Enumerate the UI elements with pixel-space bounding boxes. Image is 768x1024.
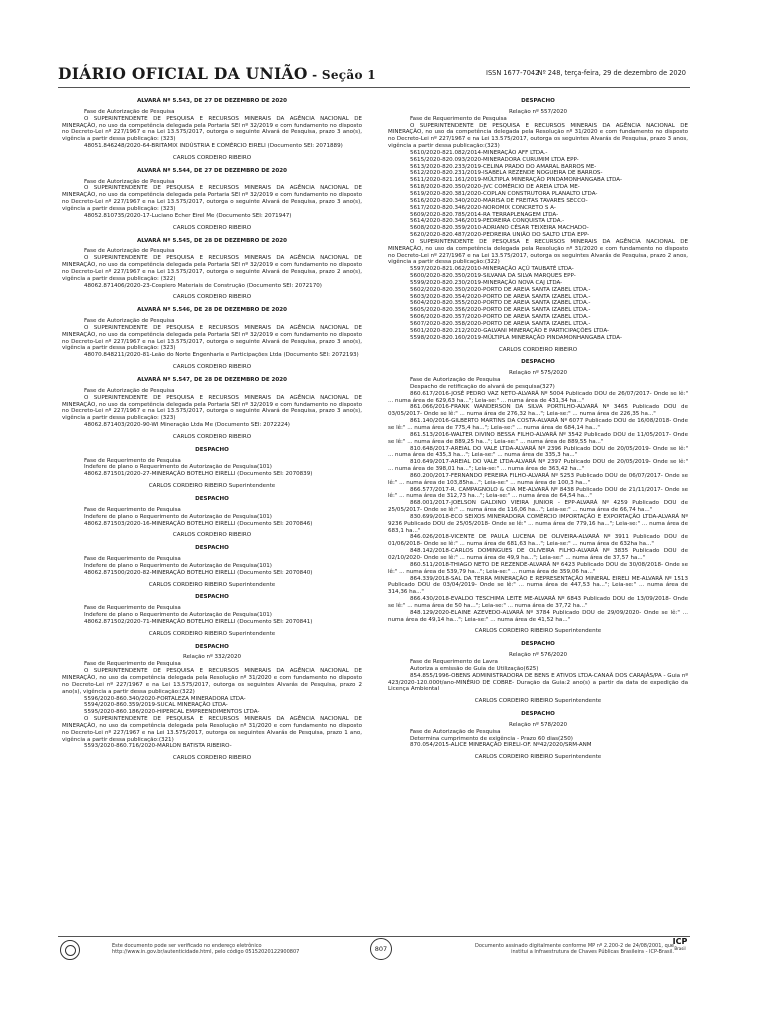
paragraph: 48052.810735/2020-17-Luciano Echer Eirel Me (Documento SEI: 2071947) xyxy=(84,212,292,219)
paragraph: Fase de Requerimento de Pesquisa xyxy=(84,661,181,668)
list-item: 5613/2020-820.233/2019-CELINA PRADO DO AMARAL BARROS ME- xyxy=(410,163,597,170)
header-rule xyxy=(58,87,690,88)
act-title: ALVARÁ Nº 5.543, DE 27 DE DEZEMBRO DE 2020 xyxy=(137,98,287,104)
paragraph: O SUPERINTENDENTE DE PESQUISA E RECURSOS MINERAIS DA AGÊNCIA NACIONAL DE MINERAÇÃO, no uso da competência delegada pela Resolução nº 31/2020 e com fundamento no disposto no Decreto-Lei nº 227/1967 e na Lei 13.575/2017, outorga os seguintes Alvarás de Pesquisa, prazo 2 ano(s), vigência a partir dessa publicação:(322) xyxy=(62,668,362,695)
paragraph: O SUPERINTENDENTE DE PESQUISA E RECURSOS MINERAIS DA AGÊNCIA NACIONAL DE MINERAÇÃO, no uso da competência delegada pela Resolução nº 31/2020 e com fundamento no disposto no Decreto-Lei nº 227/1967 e na Lei 13.575/2017, outorga os seguintes Alvarás de Pesquisa, prazo 1 ano, vigência a partir dessa publicação:(321) xyxy=(62,716,362,743)
left-column xyxy=(62,94,362,768)
list-item: 5598/2020-820.160/2019-MÚLTIPLA MINERAÇÃO PINDAMONHANGABA LTDA- xyxy=(410,334,622,341)
paragraph: Fase de Autorização de Pesquisa xyxy=(84,108,175,115)
paragraph: Fase de Autorização de Pesquisa xyxy=(84,318,175,325)
signature: CARLOS CORDEIRO RIBEIRO xyxy=(172,433,252,440)
list-item: 5602/2020-820.350/2020-PORTO DE AREIA SANTA IZABEL LTDA.- xyxy=(410,286,591,293)
act-title: DESPACHO xyxy=(195,545,229,552)
paragraph: Fase de Requerimento de Pesquisa xyxy=(84,457,181,464)
paragraph: 48062.871406/2020-23-Cospiero Materiais de Construção (Documento SEI: 2072170) xyxy=(84,282,322,289)
signature: CARLOS CORDEIRO RIBEIRO Superintendente xyxy=(474,628,602,635)
signature: CARLOS CORDEIRO RIBEIRO xyxy=(172,294,252,301)
list-item: 5605/2020-820.356/2020-PORTO DE AREIA SANTA IZABEL LTDA.- xyxy=(410,307,591,314)
paragraph: 860.617/2016-JOSÉ PEDRO VAZ NETO-ALVARÁ Nº 5004 Publicado DOU de 26/07/2017- Onde se lê:" ... numa área de 629,63 ha..."; Leia-se:" ... numa área de 431,34 ha..." xyxy=(388,390,688,404)
paragraph: 848.129/2020-ELAINE AZEVEDO-ALVARÁ Nº 3784 Publicado DOU de 29/09/2020- Onde se lê:" ... numa área de 49,14 ha..."; Leia-se:" ... numa área de 41,52 ha..." xyxy=(388,609,688,623)
paragraph: Fase de Autorização de Pesquisa xyxy=(84,248,175,255)
act-title: DESPACHO xyxy=(521,641,555,648)
paragraph: 870.054/2015-ALICE MINERAÇÃO EIRELI-OF. Nº42/2020/SRM-ANM xyxy=(410,742,592,749)
paragraph: 48062.871403/2020-90-WI Mineração Ltda Me (Documento SEI: 2072224) xyxy=(84,422,290,429)
relation-number: Relação nº 576/2020 xyxy=(508,652,568,659)
section-label: - Seção 1 xyxy=(307,68,376,82)
paragraph: 48062.871500/2020-82-MINERAÇÃO BOTELHO EIRELLI (Documento SEI: 2070840) xyxy=(84,569,313,576)
list-item: 5600/2020-820.350/2019-SILVANA DA SILVA MARQUES EPP- xyxy=(410,273,576,280)
list-item: 5597/2020-821.062/2010-MINERAÇÃO AÇÚ TAUBATÉ LTDA- xyxy=(410,266,574,273)
signature: CARLOS CORDEIRO RIBEIRO xyxy=(172,154,252,161)
signature: CARLOS CORDEIRO RIBEIRO xyxy=(172,532,252,539)
paragraph: Indefere de plano o Requerimento de Autorização de Pesquisa(101) xyxy=(84,612,272,619)
act-title: DESPACHO xyxy=(521,359,555,366)
list-item: 5612/2020-820.231/2019-ISABELA REZENDE NOGUEIRA DE BARROS- xyxy=(410,170,603,177)
paragraph: Autoriza a emissão de Guia de Utilização(625) xyxy=(410,665,539,672)
icp-brasil-logo: ICP Brasil xyxy=(672,937,688,951)
list-item: 5607/2020-820.358/2020-PORTO DE AREIA SANTA IZABEL LTDA.- xyxy=(410,321,591,327)
relation-number: Relação nº 557/2020 xyxy=(508,108,568,115)
list-item: 5601/2020-820.212/2020-GALVANI MINERAÇÃO E PARTICIPAÇÕES LTDA- xyxy=(410,327,610,334)
signature: CARLOS CORDEIRO RIBEIRO Superintendente xyxy=(148,483,276,490)
list-item: 5594/2020-860.359/2019-SUCAL MINERAÇÃO LTDA- xyxy=(84,702,228,709)
page-number: 807 xyxy=(370,938,392,960)
paragraph: 830.699/2018-ECO SEIXOS MINERADORA COMÉRCIO IMPORTAÇÃO E EXPORTAÇÃO LTDA-ALVARÁ Nº 9236 Publicado DOU de 25/05/2018- Onde se lê:" ... numa área de 779,16 ha..."; Leia-se:" ... numa área de 683,1 ha..." xyxy=(388,513,688,534)
republic-seal-icon xyxy=(60,940,80,960)
paragraph: 48062.871502/2020-71-MINERAÇÃO BOTELHO EIRELLI (Documento SEI: 2070841) xyxy=(84,618,313,625)
footer-verification-text: Este documento pode ser verificado no endereço eletrônico http://www.in.gov.br/autenticidade.html, pelo código 05152020122900807 xyxy=(112,943,300,955)
act-title: DESPACHO xyxy=(521,711,555,718)
paragraph: 861.066/2016-FRANK WANDERSON DA SILVA PORTILHO-ALVARÁ Nº 3465 Publicado DOU de 03/05/2017- Onde se lê:" ... numa área de 276,32 ha..."; Leia-se:" ... numa área de 226,35 ha..." xyxy=(388,404,688,418)
paragraph: 860.200/2017-FERNANDO PEREIRA FILHO-ALVARÁ Nº 5253 Publicado DOU de 06/07/2017- Onde se lê:" ... numa área de 103,85ha..."; Leia-se:" ... numa área de 100,3 ha..." xyxy=(388,472,688,486)
paragraph: 48062.871503/2020-16-MINERAÇÃO BOTELHO EIRELLI (Documento SEI: 2070846) xyxy=(84,520,313,527)
paragraph: 810.648/2017-AREIAL DO VALE LTDA-ALVARÁ Nº 2396 Publicado DOU de 20/05/2019- Onde se lê:" ... numa área de 435,3 ha..."; Leia-se:" ... numa área de 335,3 ha..." xyxy=(388,445,688,459)
signature: CARLOS CORDEIRO RIBEIRO xyxy=(172,364,252,371)
paragraph: 48062.871501/2020-27-MINERAÇÃO BOTELHO EIRELLI (Documento SEI: 2070839) xyxy=(84,471,313,478)
right-column xyxy=(388,94,688,767)
paragraph: 810.649/2017-AREIAL DO VALE LTDA-ALVARÁ Nº 2397 Publicado DOU de 20/05/2019- Onde se lê:" ... numa área de 398,01 ha..."; Leia-se:" ... numa área de 363,42 ha..." xyxy=(388,459,688,473)
relation-number: Relação nº 332/2020 xyxy=(182,654,242,661)
paragraph: O SUPERINTENDENTE DE PESQUISA E RECURSOS MINERAIS DA AGÊNCIA NACIONAL DE MINERAÇÃO, no uso da competência delegada pela Resolução nº 31/2020 e com fundamento no disposto no Decreto-Lei nº 227/1967 e na Lei 13.575/2017, outorga os seguintes Alvarás de Pesquisa, prazo 2 anos, vigência a partir dessa publicação:(322) xyxy=(388,238,688,266)
act-title: ALVARÁ Nº 5.546, DE 28 DE DEZEMBRO DE 2020 xyxy=(137,307,287,314)
list-item: 5618/2020-820.350/2020-JVC COMÉRCIO DE AREIA LTDA ME- xyxy=(410,184,580,191)
act-title: DESPACHO xyxy=(195,594,229,601)
list-item: 5610/2020-821.082/2014-MINERAÇÃO AFF LTDA.- xyxy=(410,149,548,156)
paragraph: 864.339/2018-SAL DA TERRA MINERAÇÃO E REPRESENTAÇÃO MINERAL EIRELI ME-ALVARÁ Nº 1513 Publicado DOU de 03/04/2019- Onde se lê:" ... numa área de 447,53 ha..."; Leia-se:" ... numa área de 314,36 ha..." xyxy=(388,575,688,596)
list-item: 5604/2020-820.355/2020-PORTO DE AREIA SANTA IZABEL LTDA.- xyxy=(410,300,591,307)
relation-number: Relação nº 575/2020 xyxy=(508,370,568,377)
paragraph: O SUPERINTENDENTE DE PESQUISA E RECURSOS MINERAIS DA AGÊNCIA NACIONAL DE MINERAÇÃO, no uso da competência delegada pela Portaria SEI nº 32/2019 e com fundamento no disposto no Decreto-Lei nº 227/1967 e na Lei 13.575/2017, outorga o seguinte Alvará de Pesquisa, prazo 3 ano(s), vigência a partir dessa publicação: (323) xyxy=(62,185,362,212)
list-item: 5620/2020-820.487/2020-PEDREIRA UNIÃO DO SALTO LTDA EPP- xyxy=(410,232,590,239)
list-item: 5606/2020-820.357/2020-PORTO DE AREIA SANTA IZABEL LTDA.- xyxy=(410,314,591,321)
act-title: DESPACHO xyxy=(195,495,229,502)
list-item: 5611/2020-821.161/2019-MÚLTIPLA MINERAÇÃO PINDAMONHANGABA LTDA- xyxy=(410,177,622,184)
act-title: ALVARÁ Nº 5.544, DE 27 DE DEZEMBRO DE 2020 xyxy=(137,167,287,174)
list-item: 5593/2020-860.716/2020-MARLON BATISTA RIBEIRO- xyxy=(84,743,232,750)
signature: CARLOS CORDEIRO RIBEIRO Superintendente xyxy=(148,630,276,637)
paragraph: Fase de Requerimento de Lavra xyxy=(410,658,498,665)
paragraph: Fase de Requerimento de Pesquisa xyxy=(84,605,181,612)
list-item: 5595/2020-860.186/2020-HIPERCAL EMPREENDIMENTOS LTDA- xyxy=(84,709,260,716)
paragraph: Fase de Autorização de Pesquisa xyxy=(410,728,501,735)
list-item: 5615/2020-820.093/2020-MINERADORA CURUMIM LTDA EPP- xyxy=(410,156,579,163)
footer-rule xyxy=(58,936,690,937)
paragraph: Determina cumprimento de exigência - Prazo 60 dias(250) xyxy=(410,735,573,742)
paragraph: 848.142/2018-CARLOS DOMINGUES DE OLIVEIRA FILHO-ALVARÁ Nº 3835 Publicado DOU de 02/10/2020- Onde se lê:" ... numa área de 49,9 ha..."; Leia-se:" ... numa área de 37,57 ha..." xyxy=(388,548,688,561)
footer-signature-text: Documento assinado digitalmente conforme MP nº 2.200-2 de 24/08/2001, que institui a Infraestrutura de Chaves Públicas Brasileira - ICP-Brasil. xyxy=(474,943,674,955)
relation-number: Relação nº 578/2020 xyxy=(508,721,568,728)
act-title: DESPACHO xyxy=(521,98,555,104)
paragraph: Despacho de retificação do alvará de pesquisa(327) xyxy=(410,383,555,390)
paragraph: Fase de Requerimento de Pesquisa xyxy=(84,506,181,513)
paragraph: Indefere de plano o Requerimento de Autorização de Pesquisa(101) xyxy=(84,464,272,471)
paragraph: 846.026/2018-VICENTE DE PAULA LUCENA DE OLIVEIRA-ALVARÁ Nº 3911 Publicado DOU de 01/06/2018- Onde se lê:" ... numa área de 681,63 ha..."; Leia-se:" ... numa área de 632ha ha..." xyxy=(388,534,688,548)
act-title: DESPACHO xyxy=(195,643,229,650)
list-item: 5608/2020-820.359/2010-ADRIANO CÉSAR TEIXEIRA MACHADO- xyxy=(410,225,589,232)
list-item: 5599/2020-820.230/2019-MINERAÇÃO NOVA CAJ LTDA- xyxy=(410,279,563,286)
edition-date: Nº 248, terça-feira, 29 de dezembro de 2020 xyxy=(537,69,686,77)
paragraph: O SUPERINTENDENTE DE PESQUISA E RECURSOS MINERAIS DA AGÊNCIA NACIONAL DE MINERAÇÃO, no uso da competência delegada pela Portaria SEI nº 32/2019 e com fundamento no disposto no Decreto-Lei nº 227/1967 e na Lei 13.575/2017, outorga o seguinte Alvará de Pesquisa, prazo 2 ano(s), vigência a partir dessa publicação: (322) xyxy=(62,255,362,282)
page-header xyxy=(58,62,690,88)
list-item: 5619/2020-820.381/2020-COPLAN CONSTRUTORA PLANALTO LTDA- xyxy=(410,190,598,197)
issn: ISSN 1677-7042 xyxy=(486,69,540,77)
signature: CARLOS CORDEIRO RIBEIRO Superintendente xyxy=(474,698,602,705)
signature: CARLOS CORDEIRO RIBEIRO xyxy=(172,224,252,231)
list-item: 5596/2020-860.340/2020-FORTALEZA MINERADORA LTDA- xyxy=(84,695,246,702)
list-item: 5617/2020-820.346/2020-NOROMIX CONCRETO S A- xyxy=(410,204,556,211)
paragraph: O SUPERINTENDENTE DE PESQUISA E RECURSOS MINERAIS DA AGÊNCIA NACIONAL DE MINERAÇÃO, no uso da competência delegada pela Portaria SEI nº 32/2019 e com fundamento no disposto no Decreto-Lei nº 227/1967 e na Lei 13.575/2017, outorga o seguinte Alvará de Pesquisa, prazo 3 ano(s), vigência a partir dessa publicação: (323) xyxy=(62,115,362,143)
paragraph: Fase de Requerimento de Pesquisa xyxy=(410,115,507,122)
paragraph: 48070.848211/2020-81-Leão do Norte Engenharia e Participações Ltda (Documento SEI: 2072193) xyxy=(84,352,359,359)
paragraph: 860.511/2018-THIAGO NETO DE REZENDE-ALVARÁ Nº 6423 Publicado DOU de 30/08/2018- Onde se lê:" ... numa área de 539,79 ha..."; Leia-se:" ... numa área de 359,06 ha..." xyxy=(388,561,688,575)
list-item: 5603/2020-820.354/2020-PORTO DE AREIA SANTA IZABEL LTDA.- xyxy=(410,293,591,300)
paragraph: Indefere de plano o Requerimento de Autorização de Pesquisa(101) xyxy=(84,562,272,569)
paragraph: 854.855/1996-OBENS ADMINISTRADORA DE BENS E ATIVOS LTDA-CANAÃ DOS CARAJÁS/PA - Guia nº 423/2020-120.000t/ano-MINÉRIO DE COBRE- Duração da Guia:2 ano(s) a partir da data de expedição da Licença Ambiental xyxy=(388,672,688,693)
paragraph: Fase de Autorização de Pesquisa xyxy=(84,178,175,185)
act-title: ALVARÁ Nº 5.545, DE 28 DE DEZEMBRO DE 2020 xyxy=(137,237,287,244)
signature: CARLOS CORDEIRO RIBEIRO xyxy=(172,755,252,762)
list-item: 5616/2020-820.340/2020-MARISA DE FREITAS TAVARES SECCO- xyxy=(410,197,588,204)
paragraph: O SUPERINTENDENTE DE PESQUISA E RECURSOS MINERAIS DA AGÊNCIA NACIONAL DE MINERAÇÃO, no uso da competência delegada pela Resolução nº 31/2020 e com fundamento no disposto no Decreto-Lei nº 227/1967 e na Lei 13.575/2017, outorga os seguintes Alvarás de Pesquisa, prazo 3 anos, vigência a partir dessa publicação:(323) xyxy=(388,122,688,150)
paragraph: 48051.846248/2020-64-BRITAMIX INDÚSTRIA E COMÉRCIO EIRELI (Documento SEI: 2071889) xyxy=(84,143,343,150)
signature: CARLOS CORDEIRO RIBEIRO Superintendente xyxy=(474,754,602,761)
paragraph: Fase de Autorização de Pesquisa xyxy=(84,387,175,394)
signature: CARLOS CORDEIRO RIBEIRO Superintendente xyxy=(148,581,276,588)
act-title: ALVARÁ Nº 5.547, DE 28 DE DEZEMBRO DE 2020 xyxy=(137,377,287,383)
paragraph: Indefere de plano o Requerimento de Autorização de Pesquisa(101) xyxy=(84,513,272,520)
act-title: DESPACHO xyxy=(195,446,229,453)
paragraph: 866.577/2017-R. CAMPAGNOLO & CIA ME-ALVARÁ Nº 8438 Publicado DOU de 21/11/2017- Onde se lê:" ... numa área de 312,73 ha..."; Leia-se:" ... numa área de 64,54 ha..." xyxy=(388,486,688,500)
paragraph: 866.430/2018-EVALDO TESCHIMA LEITE ME-ALVARÁ Nº 6843 Publicado DOU de 13/09/2018- Onde se lê:" ... numa área de 50 ha..."; Leia-se:" ... numa área de 37,72 ha..." xyxy=(388,596,688,609)
list-item: 5614/2020-820.346/2019-PEDREIRA CONQUISTA LTDA.- xyxy=(410,218,565,225)
signature: CARLOS CORDEIRO RIBEIRO xyxy=(498,346,578,353)
paragraph: 861.513/2016-WALTER DIVINO BESSA FILHO-ALVARÁ Nº 3542 Publicado DOU de 11/05/2017- Onde se lê:" ... numa área de 889,25 ha..."; Leia-se:" ... numa área de 889,55 ha..." xyxy=(388,431,688,445)
paragraph: 868.001/2017-JOELSON GALDINO VIEIRA JUNIOR - EPP-ALVARÁ Nº 4259 Publicado DOU de 25/05/2017- Onde se lê:" ... numa área de 116,06 ha..."; Leia-se:" ... numa área de 66,74 ha..." xyxy=(388,500,688,514)
list-item: 5609/2020-820.785/2014-RA TERRAPLENAGEM LTDA- xyxy=(410,211,559,218)
paragraph: 861.140/2016-GILBERTO MARTINS DA COSTA-ALVARÁ Nº 6077 Publicado DOU de 16/08/2018- Onde se lê:" ... numa área de 775,4 ha..."; Leia-se:" ... numa área de 684,14 ha..." xyxy=(388,418,688,431)
paragraph: O SUPERINTENDENTE DE PESQUISA E RECURSOS MINERAIS DA AGÊNCIA NACIONAL DE MINERAÇÃO, no uso da competência delegada pela Portaria SEI nº 32/2019 e com fundamento no disposto no Decreto-Lei nº 227/1967 e na Lei 13.575/2017, outorga o seguinte Alvará de Pesquisa, prazo 3 ano(s), vigência a partir dessa publicação: (323) xyxy=(62,394,362,422)
paragraph: Fase de Autorização de Pesquisa xyxy=(410,377,501,384)
paragraph: O SUPERINTENDENTE DE PESQUISA E RECURSOS MINERAIS DA AGÊNCIA NACIONAL DE MINERAÇÃO, no uso da competência delegada pela Portaria SEI nº 32/2019 e com fundamento no disposto no Decreto-Lei nº 227/1967 e na Lei 13.575/2017, outorga o seguinte Alvará de Pesquisa, prazo 3 ano(s), vigência a partir dessa publicação: (323) xyxy=(62,324,362,352)
paragraph: Fase de Requerimento de Pesquisa xyxy=(84,556,181,563)
newspaper-title: DIÁRIO OFICIAL DA UNIÃO - Seção 1 xyxy=(58,64,376,83)
